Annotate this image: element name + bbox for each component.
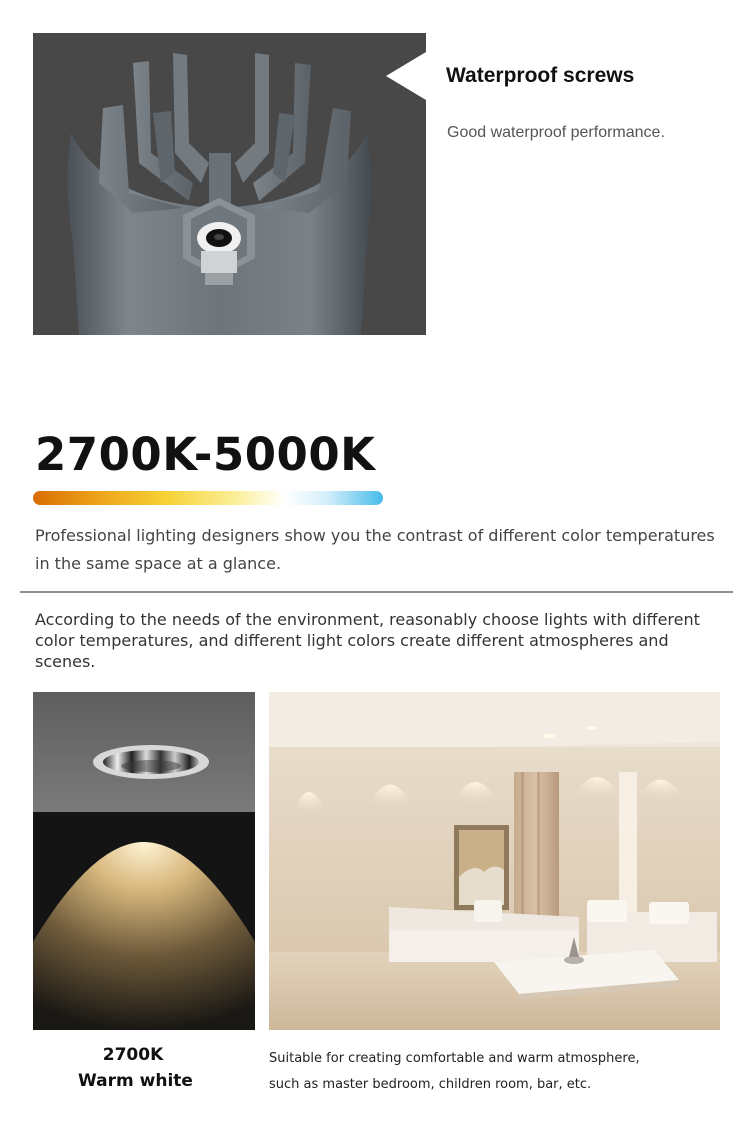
heatsink-screw-image	[33, 33, 426, 335]
section-divider	[20, 591, 733, 593]
warm-white-room-image	[269, 692, 720, 1030]
color-temperature-gradient-bar	[33, 491, 383, 505]
intro-paragraph: Professional lighting designers show you the contrast of different color temperatures in the same space at a glance.	[35, 526, 715, 573]
warm-white-name-label: Warm white	[78, 1071, 193, 1091]
warm-white-fixture-image	[33, 692, 255, 1030]
environment-paragraph: According to the needs of the environment, reasonably choose lights with different color temperatures, and different light colors create different atmospheres and scenes.	[35, 610, 700, 671]
warm-white-description-line1: Suitable for creating comfortable and warm atmosphere,	[269, 1051, 640, 1066]
warm-white-description-line2: such as master bedroom, children room, bar, etc.	[269, 1077, 592, 1092]
color-temperature-range: 2700K-5000K	[35, 428, 376, 481]
feature-title: Waterproof screws	[446, 64, 635, 87]
feature-description: Good waterproof performance.	[447, 124, 665, 141]
callout-pointer	[386, 52, 426, 100]
warm-white-cct-label: 2700K	[102, 1045, 164, 1065]
